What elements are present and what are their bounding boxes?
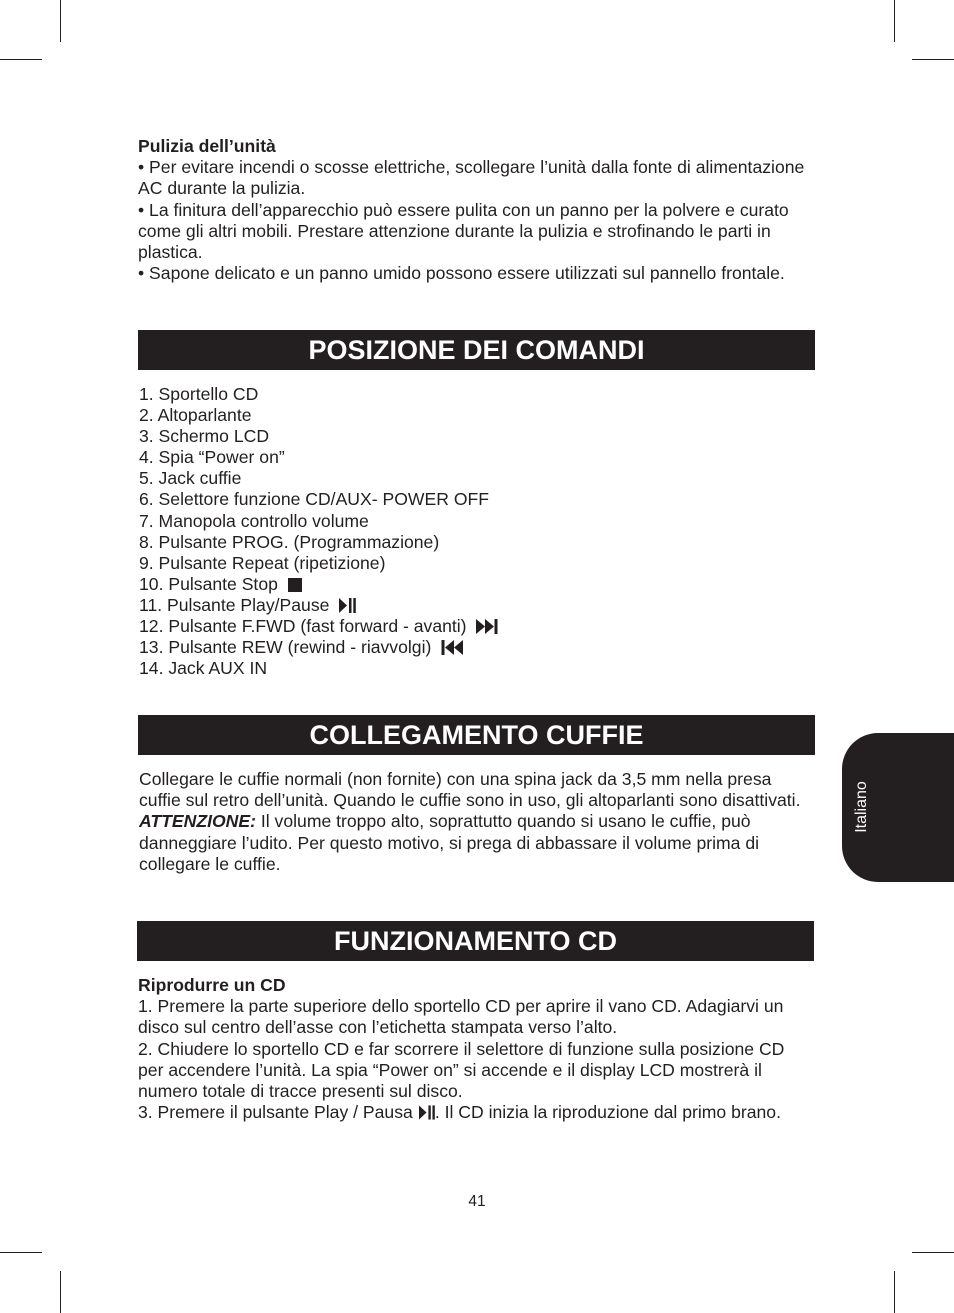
list-item: 6. Selettore funzione CD/AUX- POWER OFF bbox=[139, 489, 490, 510]
cleaning-paragraph: • Per evitare incendi o scosse elettriche, scollegare l’unità dalla fonte di alimentazione AC durante la pulizia. bbox=[138, 157, 805, 199]
cd-step: 3. Premere il pulsante Play / Pausa . Il CD inizia la riproduzione dal primo brano. bbox=[138, 1102, 781, 1123]
cleaning-paragraph: • Sapone delicato e un panno umido possono essere utilizzati sul pannello frontale. bbox=[138, 263, 785, 284]
list-item: 8. Pulsante PROG. (Programmazione) bbox=[139, 531, 440, 552]
section-banner-cd: FUNZIONAMENTO CD bbox=[137, 921, 814, 961]
stop-icon bbox=[288, 578, 302, 592]
cleaning-heading: Pulizia dell’unità bbox=[138, 136, 276, 156]
list-item: 9. Pulsante Repeat (ripetizione) bbox=[139, 552, 386, 573]
warning-paragraph bbox=[139, 811, 809, 875]
page-number: 41 bbox=[468, 1193, 486, 1210]
list-item: 14. Jack AUX IN bbox=[139, 658, 268, 679]
headphones-text: Collegare le cuffie normali (non fornite) con una spina jack da 3,5 mm nella presa cuffie sul retro dell’unità. Quando le cuffie sono in uso, gli altoparlanti sono disattivati. bbox=[139, 769, 801, 811]
cd-subheading: Riprodurre un CD bbox=[138, 975, 286, 995]
list-item: 5. Jack cuffie bbox=[139, 468, 242, 489]
crop-mark bbox=[894, 0, 895, 42]
crop-mark bbox=[0, 59, 42, 60]
language-tab-label: Italiano bbox=[853, 781, 870, 833]
list-item: 12. Pulsante F.FWD (fast forward - avanti) bbox=[139, 616, 799, 637]
crop-mark bbox=[912, 1252, 954, 1253]
warning-label: ATTENZIONE: bbox=[139, 811, 256, 832]
warning-text: Il volume troppo alto, soprattutto quando si usano le cuffie, può danneggiare l’udito. Per questo motivo, si prega di abbassare il volume prima di collegare le cuffie. bbox=[139, 811, 760, 874]
list-item: 13. Pulsante REW (rewind - riavvolgi) bbox=[139, 637, 799, 658]
rewind-icon bbox=[441, 640, 463, 655]
play-pause-icon bbox=[419, 1105, 435, 1120]
list-item: 7. Manopola controllo volume bbox=[139, 510, 369, 531]
list-item: 10. Pulsante Stop bbox=[139, 574, 799, 595]
list-item: 2. Altoparlante bbox=[139, 405, 252, 426]
crop-mark bbox=[60, 0, 61, 42]
section-banner-controls: POSIZIONE DEI COMANDI bbox=[138, 330, 815, 370]
list-item: 11. Pulsante Play/Pause bbox=[139, 595, 799, 616]
controls-list bbox=[139, 384, 799, 679]
list-item: 4. Spia “Power on” bbox=[139, 447, 285, 468]
play-pause-icon bbox=[339, 598, 356, 613]
list-item: 1. Sportello CD bbox=[139, 384, 259, 404]
cd-section bbox=[138, 975, 808, 1123]
cleaning-paragraph: • La finitura dell’apparecchio può essere pulita con un panno per la polvere e curato come gli altri mobili. Prestare attenzione durante la pulizia e strofinando le parti in plastica. bbox=[138, 199, 789, 263]
cleaning-section bbox=[138, 136, 815, 284]
cd-step: 2. Chiudere lo sportello CD e far scorrere il selettore di funzione sulla posizione CD per accendere l’unità. La spia “Power on” si accende e il display LCD mostrerà il numero totale di tracce presenti sul disco. bbox=[138, 1038, 785, 1102]
crop-mark bbox=[60, 1271, 61, 1313]
section-banner-headphones: COLLEGAMENTO CUFFIE bbox=[138, 715, 815, 755]
fast-forward-icon bbox=[476, 619, 498, 634]
cd-step: 1. Premere la parte superiore dello sportello CD per aprire il vano CD. Adagiarvi un disco sul centro dell’asse con l’etichetta stampata verso l’alto. bbox=[138, 996, 784, 1038]
list-item: 3. Schermo LCD bbox=[139, 426, 270, 447]
crop-mark bbox=[912, 59, 954, 60]
crop-mark bbox=[0, 1252, 42, 1253]
headphones-section bbox=[139, 769, 809, 875]
crop-mark bbox=[894, 1271, 895, 1313]
